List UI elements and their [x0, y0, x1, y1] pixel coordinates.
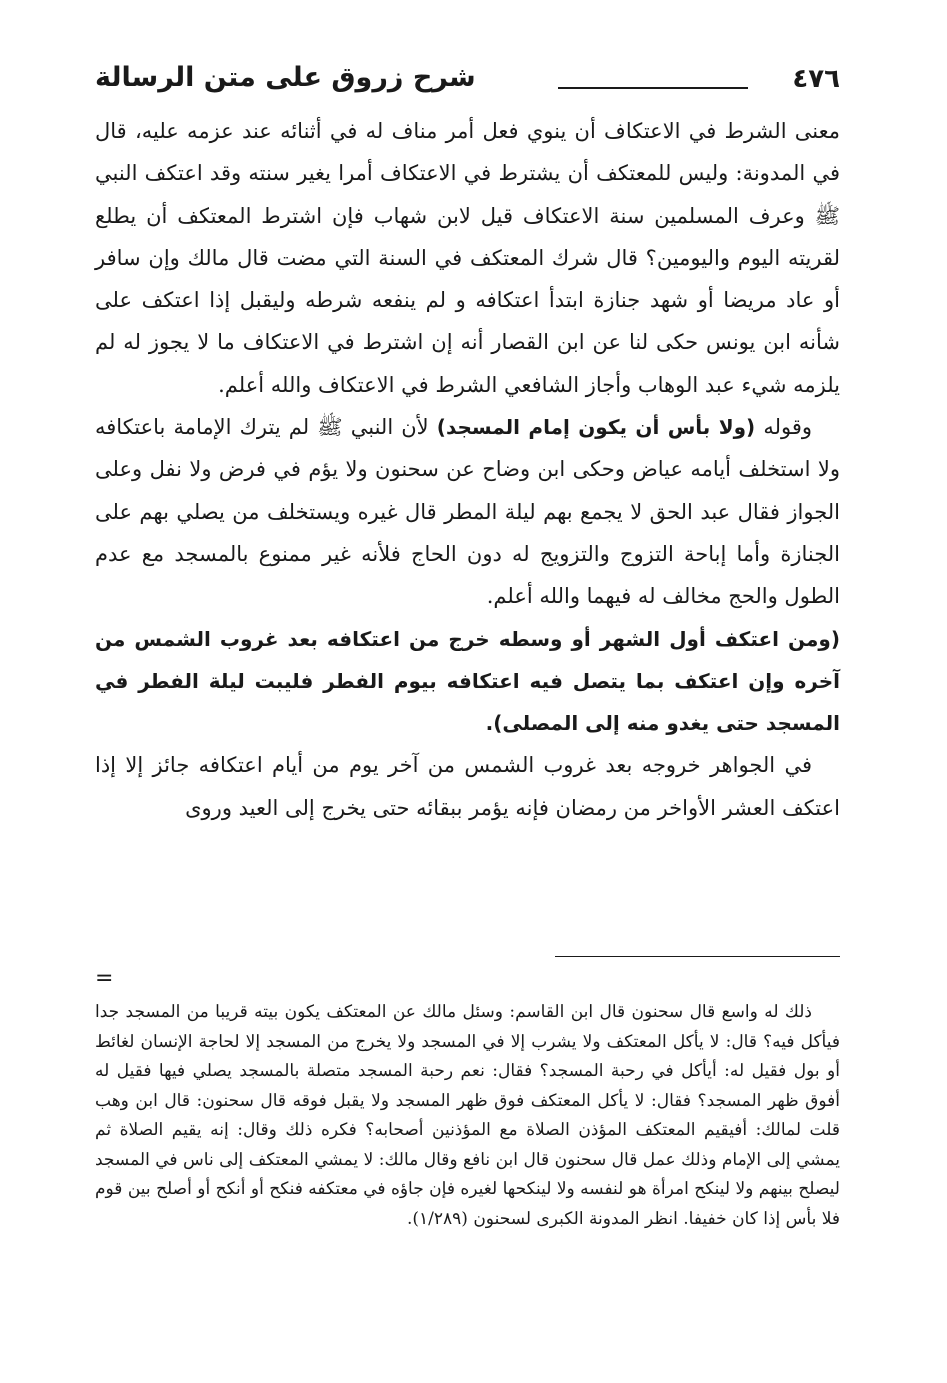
paragraph-2-commentary: لأن النبي ﷺ لم يترك الإمامة باعتكافه ولا استخلف أيامه عياض وحكى ابن وضاح عن سحنون ولا يؤم في فرض ولا نفل وعلى الجواز فقال عبد الحق لا يجمع بهم ليلة المطر قال غيره ويستخلف من يصلي بهم على الجنازة وأما إباحة التزوج والتزويج له دون الحاج فلأنه غير ممنوع بالمسجد مع عدم الطول والحج مخالف له فيهما والله أعلم.: [95, 415, 840, 609]
paragraph-1: معنى الشرط في الاعتكاف أن ينوي فعل أمر مناف له في أثنائه عند عزمه عليه، قال في المدونة: وليس للمعتكف أن يشترط في الاعتكاف أمرا يغير سنته وقد اعتكف النبي ﷺ وعرف المسلمين سنة الاعتكاف قيل لابن شهاب فإن اشترط المعتكف أن يطلع لقريته اليوم واليومين؟ قال شرك المعتكف في السنة التي مضت قال مالك وإن سافر أو عاد مريضا أو شهد جنازة ابتدأ اعتكافه و لم ينفعه شرطه وليقبل إذا اعتكف على شأنه ابن يونس حكى لنا عن ابن القصار أنه إن اشترط في الاعتكاف ما لا يجوز له لم يلزمه شيء عبد الوهاب وأجاز الشافعي الشرط في الاعتكاف والله أعلم.: [95, 119, 840, 397]
paragraph-3: في الجواهر خروجه بعد غروب الشمس من آخر يوم من أيام اعتكافه جائز إلا إذا اعتكف العشر الأواخر من رمضان فإنه يؤمر ببقائه حتى يخرج إلى العيد وروى: [95, 753, 840, 820]
matn-quote-itikaf: (ومن اعتكف أول الشهر أو وسطه خرج من اعتكافه بعد غروب الشمس من آخره وإن اعتكف بما يتصل فيه اعتكافه بيوم الفطر فليبت ليلة الفطر في المسجد حتى يغدو منه إلى المصلى).: [95, 626, 840, 736]
running-title: شرح زروق على متن الرسالة: [95, 62, 476, 93]
paragraph-2-lead: وقوله: [763, 415, 812, 440]
header-rule: [558, 87, 748, 89]
matn-quote-imam: (ولا بأس أن يكون إمام المسجد): [436, 415, 756, 440]
book-page: [95, 60, 840, 1229]
page-header: [95, 60, 840, 110]
footnote-text: ذلك له واسع قال سحنون قال ابن القاسم: وسئل مالك عن المعتكف يكون بيته قريبا من المسجد جدا فيأكل فيه؟ قال: لا يأكل المعتكف ولا يشرب إلا في المسجد ولا يخرج من المسجد إلا لحاجة الإنسان لغائط أو بول فقيل له: أيأكل في رحبة المسجد؟ فقال: نعم رحبة المسجد متصلة بالمسجد يصلي فيها فقيل له أفوق ظهر المسجد؟ فقال: لا يأكل المعتكف فوق ظهر المسجد ولا يقبل فوقه قال سحنون: قال ابن وهب قلت لمالك: أفيقيم المعتكف المؤذن الصلاة مع المؤذنين أصحابه؟ فكره ذلك وقال: إنه يقيم الصلاة ثم يمشي إلى الإمام وذلك عمل قال سحنون قال ابن نافع وقال مالك: لا يمشي المعتكف إلى ناس في المسجد ليصلح بينهم ولا لينكح امرأة هو لنفسه ولا لينكحها لغيره فإن جاؤه في معتكفه فنكح أو أنكح أو أصلح بين قوم فلا بأس إذا كان خفيفا. انظر المدونة الكبرى لسحنون (١/٢٨٩).: [95, 1002, 840, 1229]
paragraph-2: [95, 406, 840, 617]
page-number: ٤٧٦: [792, 64, 840, 94]
main-text: [95, 110, 840, 829]
footnote-separator: [555, 956, 840, 957]
footnote-continuation-mark: =: [95, 966, 114, 991]
footnote: [95, 998, 840, 1234]
